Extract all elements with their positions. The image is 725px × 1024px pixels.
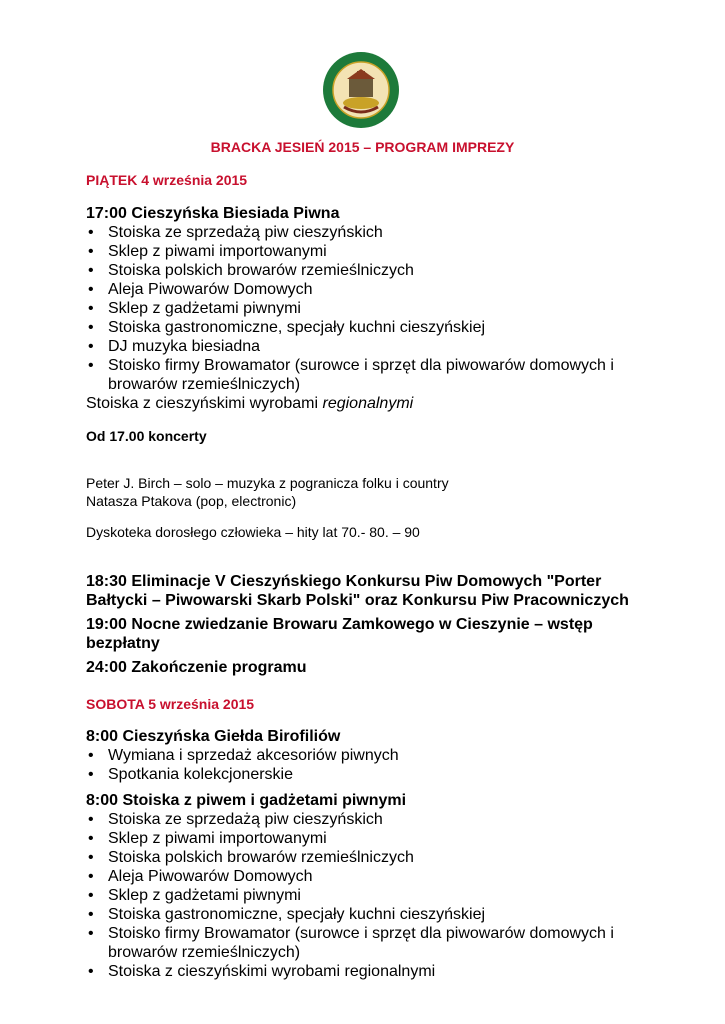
- list-item: • Stoisko firmy Browamator (surowce i sprzęt dla piwowarów domowych i browarów rzemieślniczych): [86, 356, 626, 394]
- saturday-section-1-heading: 8:00 Cieszyńska Giełda Birofiliów: [86, 728, 341, 745]
- list-item: • Stoiska ze sprzedażą piw cieszyńskich: [86, 810, 626, 829]
- disco-event: Dyskoteka dorosłego człowieka – hity lat 70.- 80. – 90: [86, 524, 420, 540]
- list-item: • Stoiska ze sprzedażą piw cieszyńskich: [86, 223, 626, 242]
- list-item: • Sklep z piwami importowanymi: [86, 242, 626, 261]
- document-title: BRACKA JESIEŃ 2015 – PROGRAM IMPREZY: [210, 139, 515, 155]
- regional-italic: regionalnymi: [322, 395, 414, 412]
- saturday-section-2-heading: 8:00 Stoiska z piwem i gadżetami piwnymi: [86, 792, 407, 809]
- list-item: • Wymiana i sprzedaż akcesoriów piwnych: [86, 746, 626, 765]
- friday-section-1-list: [86, 223, 626, 394]
- list-item: • Stoiska gastronomiczne, specjały kuchni cieszyńskiej: [86, 905, 626, 924]
- friday-regional-products: [86, 394, 413, 413]
- concert-2: Natasza Ptakova (pop, electronic): [86, 493, 297, 509]
- friday-section-2-heading: 18:30 Eliminacje V Cieszyńskiego Konkursu Piw Domowych "Porter Bałtycki – Piwowarski Skarb Polski" oraz Konkursu Piw Pracowniczych: [86, 573, 629, 609]
- list-item: • Sklep z piwami importowanymi: [86, 829, 626, 848]
- friday-section-1-heading: 17:00 Cieszyńska Biesiada Piwna: [86, 205, 340, 222]
- list-item: • Sklep z gadżetami piwnymi: [86, 886, 626, 905]
- list-item: • Aleja Piwowarów Domowych: [86, 280, 626, 299]
- friday-section-4-heading: 24:00 Zakończenie programu: [86, 659, 307, 676]
- concert-1: Peter J. Birch – solo – muzyka z pogranicza folku i country: [86, 475, 449, 491]
- concerts-heading: Od 17.00 koncerty: [86, 428, 207, 444]
- list-item: • Stoiska z cieszyńskimi wyrobami regionalnymi: [86, 962, 626, 981]
- list-item: • Stoiska polskich browarów rzemieślniczych: [86, 261, 626, 280]
- list-item: • Stoiska gastronomiczne, specjały kuchni cieszyńskiej: [86, 318, 626, 337]
- regional-text: Stoiska z cieszyńskimi wyrobami: [86, 395, 323, 412]
- list-item: • Aleja Piwowarów Domowych: [86, 867, 626, 886]
- saturday-section-1-list: [86, 746, 626, 784]
- list-item: • Stoisko firmy Browamator (surowce i sprzęt dla piwowarów domowych i browarów rzemieślniczych): [86, 924, 626, 962]
- list-item: • DJ muzyka biesiadna: [86, 337, 626, 356]
- bracka-jesien-logo: [322, 51, 400, 129]
- list-item: • Stoiska polskich browarów rzemieślniczych: [86, 848, 626, 867]
- list-item: • Spotkania kolekcjonerskie: [86, 765, 626, 784]
- friday-date: PIĄTEK 4 września 2015: [86, 172, 248, 188]
- list-item: • Sklep z gadżetami piwnymi: [86, 299, 626, 318]
- saturday-date: SOBOTA 5 września 2015: [86, 696, 255, 712]
- saturday-section-2-list: [86, 810, 626, 981]
- friday-section-3-heading: 19:00 Nocne zwiedzanie Browaru Zamkowego w Cieszynie – wstęp bezpłatny: [86, 616, 593, 652]
